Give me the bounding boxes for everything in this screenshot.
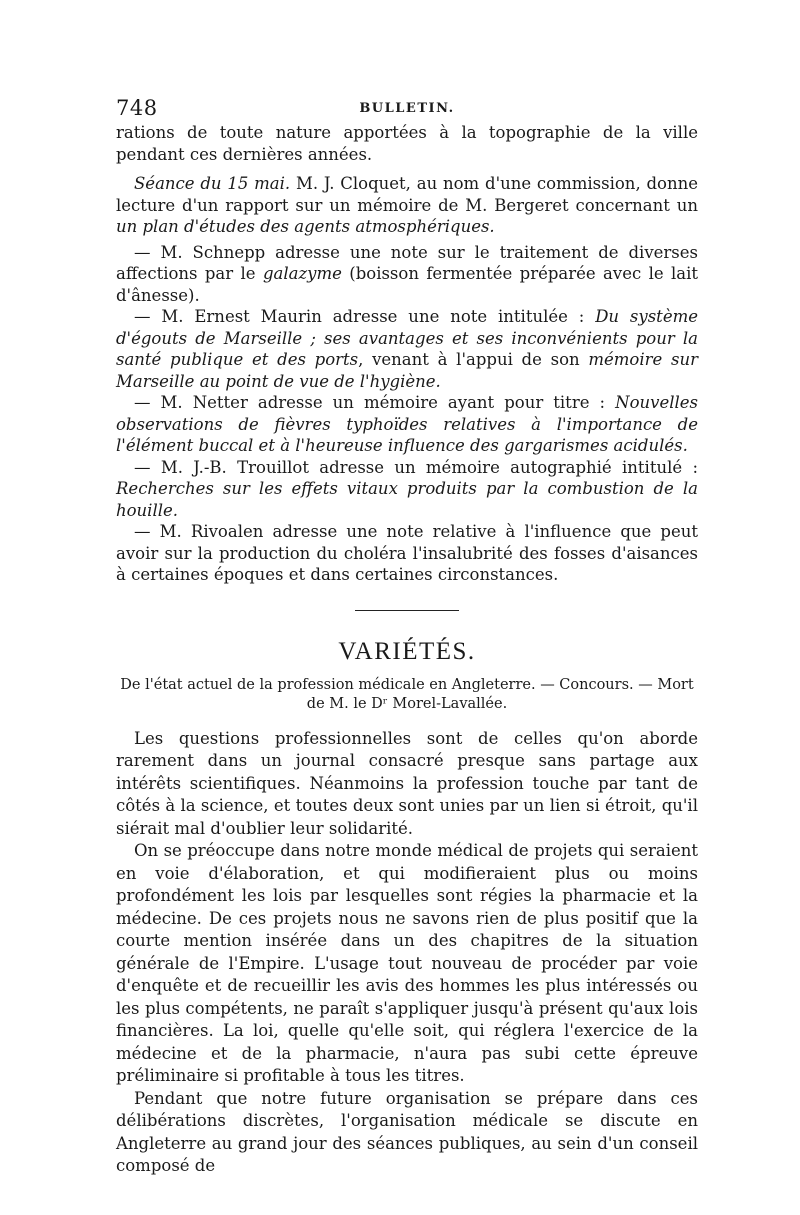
paragraph-netter [116, 392, 698, 457]
page-number: 748 [116, 96, 158, 120]
article-paragraph-3: Pendant que notre future organisation se prépare dans ces délibérations discrètes, l'organisation médicale se discute en Angleterre au grand jour des séances publiques, au sein d'un conseil composé de [116, 1088, 698, 1175]
paragraph-seance [116, 173, 698, 238]
schnepp-italic: galazyme [262, 264, 342, 283]
subtitle-line-2: de M. le Dʳ Morel-Lavallée. [306, 695, 508, 712]
section-divider [355, 610, 459, 611]
section-title: VARIÉTÉS. [338, 637, 476, 665]
trouillot-text: — M. J.-B. Trouillot adresse un mémoire autographié intitulé : [134, 457, 698, 477]
article-paragraph-1: Les questions professionnelles sont de celles qu'on aborde rarement dans un journal consacré presque sans partage aux intérêts scientifiques. Néanmoins la profession touche par tant de côtés à la science, et toutes deux sont unies par un lien si étroit, qu'il siérait mal d'oublier leur solidarité. [116, 728, 698, 838]
page [116, 96, 698, 1178]
paragraph-rivoalen: — M. Rivoalen adresse une note relative à l'influence que peut avoir sur la production du choléra l'insalubrité des fosses d'aisances à certaines époques et dans certaines circonstances. [116, 522, 698, 584]
article-paragraph-2: On se préoccupe dans notre monde médical de projets qui seraient en voie d'élaboration, et qui modifieraient plus ou moins profondément les lois par lesquelles sont régies la pharmacie et la médecine. De ces projets nous ne savons rien de plus positif que la courte mention insérée dans un des chapitres de la situation générale de l'Empire. L'usage tout nouveau de procéder par voie d'enquête et de recueillir les avis des hommes les plus intéressés ou les plus compétents, ne paraît s'appliquer jusqu'à présent qu'aux lois financières. La loi, quelle qu'elle soit, qui réglera l'exercice de la médecine et de la pharmacie, n'aura pas subi cette épreuve préliminaire si profitable à tous les titres. [116, 841, 698, 1085]
paragraph-maurin [116, 306, 698, 392]
maurin-text-b: , venant à l'appui de son [358, 350, 589, 369]
maurin-title: Du système d'égouts de Marseille ; ses avantages et ses inconvénients pour la santé publique et des ports [116, 307, 698, 369]
trouillot-title: Recherches sur les effets vitaux produits par la combustion de la houille. [116, 479, 698, 520]
section-subtitle [116, 676, 698, 714]
subtitle-line-1: De l'état actuel de la profession médicale en Angleterre. — Concours. — Mort [120, 676, 694, 693]
netter-title: Nouvelles observations de fièvres typhoïdes relatives à l'importance de l'élément buccal et à l'heureuse influence des gargarismes acidulés. [116, 393, 698, 455]
seance-date: Séance du 15 mai. [134, 174, 291, 193]
paragraph-schnepp [116, 242, 698, 307]
paragraph-continuation: rations de toute nature apportées à la topographie de la ville pendant ces dernières années. [116, 123, 698, 164]
seance-text: M. J. Cloquet, au nom d'une commission, donne lecture d'un rapport sur un mémoire de M. Bergeret concernant un [116, 174, 698, 215]
paragraph-trouillot [116, 457, 698, 522]
top-text [116, 122, 698, 586]
running-head [116, 96, 698, 122]
maurin-memoire: mémoire sur Marseille au point de vue de l'hygiène. [116, 350, 698, 391]
running-title: BULLETIN. [359, 101, 455, 116]
seance-title: un plan d'études des agents atmosphériques. [116, 217, 495, 236]
schnepp-text-a: — M. Schnepp adresse une note sur le traitement de diverses affections par le [116, 242, 698, 283]
maurin-text-a: — M. Ernest Maurin adresse une note intitulée : [134, 307, 596, 326]
article-body [116, 728, 698, 1178]
netter-text: — M. Netter adresse un mémoire ayant pour titre : [134, 393, 616, 412]
schnepp-text-b: (boisson fermentée préparée avec le lait d'ânesse). [116, 264, 698, 305]
